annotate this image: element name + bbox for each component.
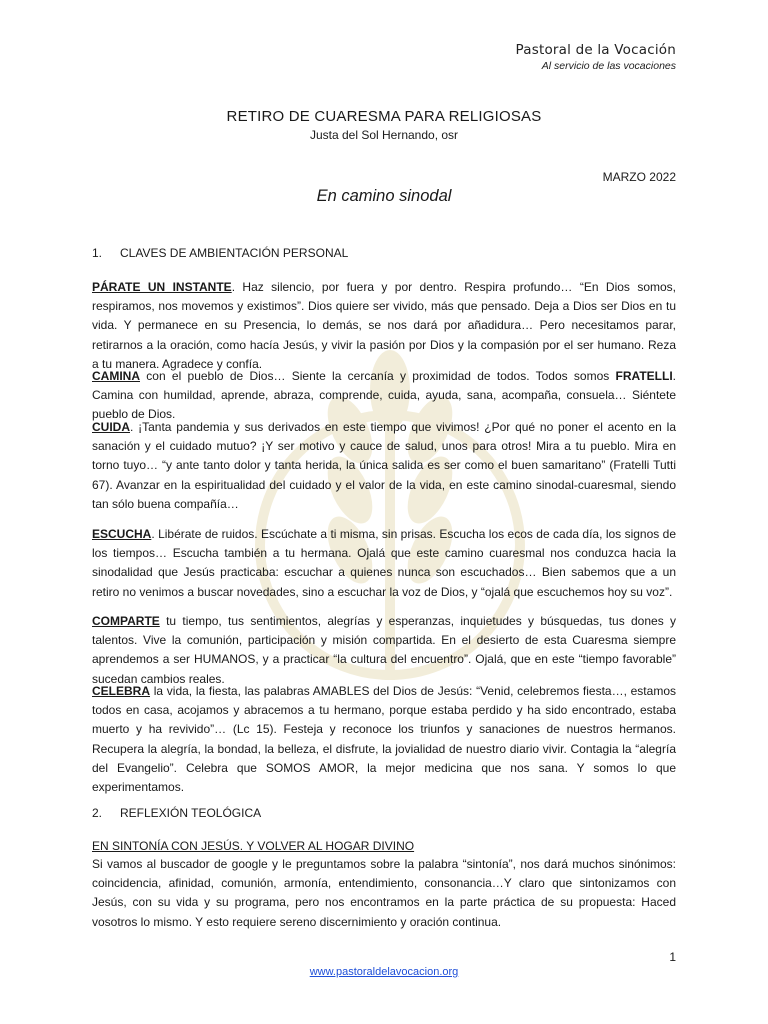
- keyword: COMPARTE: [92, 614, 160, 628]
- paragraph-comparte: [92, 612, 676, 689]
- section-heading-2: [92, 806, 261, 820]
- header-tagline: Al servicio de las vocaciones: [541, 60, 676, 72]
- footer-link[interactable]: www.pastoraldelavocacion.org: [309, 966, 459, 978]
- paragraph-text: con el pueblo de Dios… Siente la cercanía y proximidad de todos. Todos somos: [140, 369, 616, 383]
- header-org: Pastoral de la Vocación: [515, 42, 676, 58]
- paragraph-parate: [92, 278, 676, 374]
- keyword: CUIDA: [92, 420, 130, 434]
- paragraph-text: . Libérate de ruidos. Escúchate a ti misma, sin prisas. Escucha los ecos de cada día, los signos de los tiempos… Escucha también a tu hermana. Ojalá que este camino cuaresmal nos conduzca hacia la sinodalidad que Jesús practicaba: escuchar a quienes nunca son escuchados… Bien sabemos que a un retiro no venimos a buscar novedades, sino a escuchar la voz de Dios, y “ojalá que escuchemos hoy su voz”.: [92, 527, 676, 599]
- keyword: CELEBRA: [92, 684, 151, 698]
- paragraph-text: . ¡Tanta pandemia y sus derivados en este tiempo que vivimos! ¿Por qué no poner el acento en la sanación y el cuidado mutuo? ¡Y ser motivo y cauce de salud, unos para otros! Mira a tu pueblo. Mira en torno tuyo… “y ante tanto dolor y tanta herida, la única salida es ser como el buen samaritano” (Fratelli Tutti 67). Avanzar en la espiritualidad del cuidado y el valor de la vida, en este camino sinodal-cuaresmal, siendo tan sólo buena compañía…: [92, 420, 676, 511]
- paragraph-text: . Haz silencio, por fuera y por dentro. Respira profundo… “En Dios somos, respiramos, nos movemos y existimos”. Dios quiere ser vivido, más que pensado. Deja a Dios ser Dios en tu vida. Y permanece en su Presencia, lo demás, se nos dará por añadidura… Pero necesitamos parar, retirarnos a la oración, como hacía Jesús, y vivir la pasión por Dios y la compasión por el ser humano. Reza a tu manera. Agradece y confía.: [92, 280, 676, 371]
- paragraph-text: la vida, la fiesta, las palabras AMABLES del Dios de Jesús: “Venid, celebremos fiesta…, estamos todos en casa, acojamos y abracemos a tu hermano, porque estaba perdido y ha sido encontrado, estaba muerto y ha revivido”… (Lc 15). Festeja y reconoce los triunfos y sanaciones de nuestros hermanos. Recupera la alegría, la bondad, la belleza, el disfrute, la jovialidad de nuestro diario vivir. Contagia la “alegría del Evangelio”. Celebra que SOMOS AMOR, la mejor medicina que nos sana. Y somos lo que experimentamos.: [92, 684, 676, 795]
- paragraph-text: . Camina con humildad, aprende, abraza, comprende, cuida, ayuda, sana, acompaña, consuela… Siéntete pueblo de Dios.: [92, 369, 676, 422]
- section-heading-1: [92, 246, 348, 260]
- keyword-bold: FRATELLI: [615, 369, 673, 383]
- page-header: [516, 42, 676, 72]
- paragraph-sintonia: Si vamos al buscador de google y le preguntamos sobre la palabra “sintonía”, nos dará muchos sinónimos: coincidencia, afinidad, comunión, armonía, entendimiento, consonancia…Y claro que sintonizamos con Jesús, con su vida y su programa, pero nos encontramos en la parte práctica de su propuesta: Haced vosotros lo mismo. Y esto requiere sereno discernimiento y oración continua.: [92, 857, 676, 929]
- paragraph-celebra: [92, 682, 676, 797]
- paragraph-escucha: [92, 525, 676, 602]
- section-number: 2.: [92, 806, 103, 820]
- page-number: 1: [669, 950, 676, 964]
- keyword: ESCUCHA: [92, 527, 152, 541]
- document-date: MARZO 2022: [602, 170, 676, 184]
- document-subtitle: En camino sinodal: [316, 187, 452, 205]
- paragraph-cuida: [92, 418, 676, 514]
- document-title: RETIRO DE CUARESMA PARA RELIGIOSAS: [226, 108, 542, 125]
- section-title: CLAVES DE AMBIENTACIÓN PERSONAL: [120, 246, 349, 260]
- paragraph-camina: [92, 367, 676, 425]
- document-author: Justa del Sol Hernando, osr: [309, 128, 459, 142]
- paragraph-text: tu tiempo, tus sentimientos, alegrías y esperanzas, inquietudes y búsquedas, tus dones y talentos. Vive la comunión, participación y misión compartida. En el desierto de esta Cuaresma siempre aprendemos a ser HUMANOS, y a practicar “la cultura del encuentro”. Ojalá, que en este “tiempo favorable” sucedan cambios reales.: [92, 614, 676, 686]
- section-number: 1.: [92, 246, 103, 260]
- section-title: REFLEXIÓN TEOLÓGICA: [120, 806, 262, 820]
- subheading: EN SINTONÍA CON JESÚS. Y VOLVER AL HOGAR DIVINO: [92, 839, 415, 853]
- keyword: CAMINA: [92, 369, 140, 383]
- keyword: PÁRATE UN INSTANTE: [92, 280, 232, 294]
